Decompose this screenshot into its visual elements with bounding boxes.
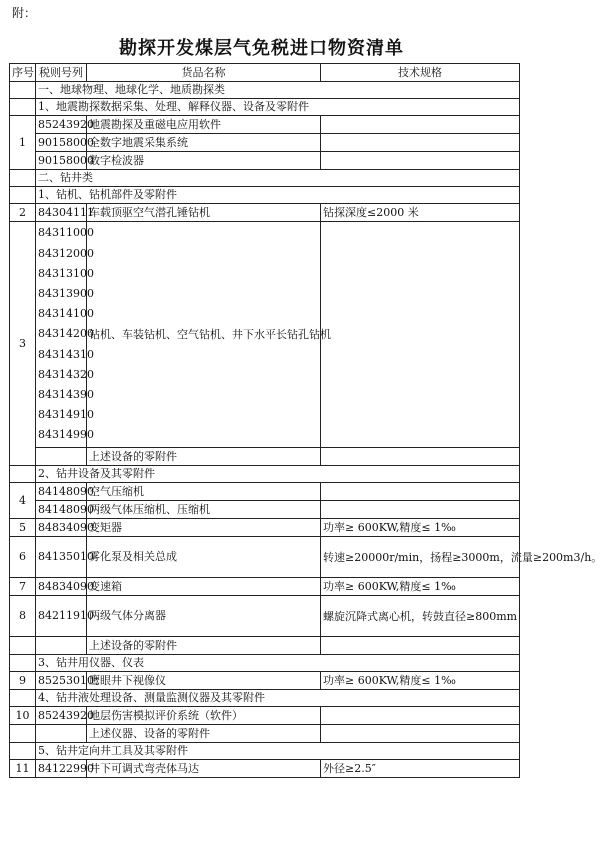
- item-name: 数字检波器: [87, 152, 321, 170]
- tariff-code-list: [36, 222, 94, 448]
- item-name: 钻机、车装钻机、空气钻机、井下水平长钻孔钻机: [87, 222, 321, 448]
- tariff-code: 84148090: [36, 483, 87, 501]
- tariff-code: 85243920: [36, 707, 87, 725]
- item-spec: 钻探深度≤2000 米: [321, 204, 520, 222]
- subsection-heading: 1、钻机、钻机部件及零附件: [36, 187, 520, 204]
- tariff-code: 84135010: [36, 537, 87, 578]
- tariff-code: 84312000: [38, 246, 94, 260]
- table-row: [10, 596, 520, 637]
- table-row: [10, 99, 520, 116]
- tariff-code: 84314100: [38, 307, 94, 321]
- row-number: 1: [10, 116, 36, 170]
- item-name: 地层伤害模拟评价系统（软件）: [87, 707, 321, 725]
- table-row: [10, 672, 520, 690]
- item-name: 鹰眼井下视像仪: [87, 672, 321, 690]
- row-number: 6: [10, 537, 36, 578]
- tariff-code: 84314910: [38, 408, 94, 422]
- tariff-code: 84314310: [38, 347, 94, 361]
- tariff-code: 85253010: [36, 672, 87, 690]
- table-row: [10, 134, 520, 152]
- item-name: 上述设备的零附件: [87, 637, 321, 655]
- header-tariff: 税则号列: [36, 64, 87, 82]
- subsection-heading: 3、钻井用仪器、仪表: [36, 655, 520, 672]
- tariff-code: 90158000: [36, 134, 87, 152]
- table-row: [10, 448, 520, 466]
- item-name: 变速箱: [87, 578, 321, 596]
- tariff-code: 84314390: [38, 388, 94, 401]
- header-no: 序号: [10, 64, 36, 82]
- item-name: 上述仪器、设备的零附件: [87, 725, 321, 743]
- table-row: [10, 655, 520, 672]
- tariff-code: 85243920: [36, 116, 87, 134]
- table-row: [10, 152, 520, 170]
- row-number: 11: [10, 760, 36, 778]
- section-heading: 二、钻井类: [36, 170, 520, 187]
- item-spec: 功率≥ 600KW,精度≤ 1‰: [321, 578, 520, 596]
- item-name: 雾化泵及相关总成: [87, 537, 321, 578]
- item-spec: 外径≥2.5″: [321, 760, 520, 778]
- table-row: [10, 637, 520, 655]
- item-spec: 功率≥ 600KW,精度≤ 1‰: [321, 519, 520, 537]
- item-name: 井下可调式弯壳体马达: [87, 760, 321, 778]
- subsection-heading: 4、钻井液处理设备、测量监测仪器及其零附件: [36, 690, 520, 707]
- tariff-code: 84311000: [38, 226, 94, 240]
- row-number: 2: [10, 204, 36, 222]
- item-name: 车载顶驱空气潜孔锤钻机: [87, 204, 321, 222]
- table-row: [10, 170, 520, 187]
- subsection-heading: 2、钻井设备及其零附件: [36, 466, 520, 483]
- tariff-code: 84314320: [38, 367, 94, 381]
- table-row: [10, 204, 520, 222]
- item-name: 两级气体分离器: [87, 596, 321, 637]
- table-row: [10, 743, 520, 760]
- tariff-code: 84122990: [36, 760, 87, 778]
- section-heading: 一、地球物理、地球化学、地质勘探类: [36, 82, 520, 99]
- table-row: [10, 466, 520, 483]
- tariff-code: 84313900: [38, 286, 94, 300]
- tariff-code: 84148090: [36, 501, 87, 519]
- item-name: 变矩器: [87, 519, 321, 537]
- item-name: 两级气体压缩机、压缩机: [87, 501, 321, 519]
- table-row: [10, 519, 520, 537]
- header-name: 货品名称: [87, 64, 321, 82]
- table-row: [10, 760, 520, 778]
- table-row: [10, 707, 520, 725]
- table-row: [10, 82, 520, 99]
- row-number: 8: [10, 596, 36, 637]
- table-row: [10, 725, 520, 743]
- table-row: [10, 222, 520, 448]
- tariff-code: 84834090: [36, 519, 87, 537]
- row-number: 10: [10, 707, 36, 725]
- item-spec: 转速≥20000r/min，扬程≥3000m，流量≥200m3/h。: [321, 537, 520, 578]
- subsection-heading: 1、地震勘探数据采集、处理、解释仪器、设备及零附件: [36, 99, 520, 116]
- table-header: [10, 64, 520, 82]
- tariff-code: 90158000: [36, 152, 87, 170]
- item-spec: 螺旋沉降式离心机，转鼓直径≥800mm: [321, 596, 520, 637]
- tariff-code: 84304111: [36, 204, 87, 222]
- tariff-code: 84314200: [38, 327, 94, 341]
- table-row: [10, 690, 520, 707]
- row-number: 7: [10, 578, 36, 596]
- header-spec: 技术规格: [321, 64, 520, 82]
- attachment-prefix: 附：: [12, 6, 37, 20]
- tariff-code: 84834090: [36, 578, 87, 596]
- table-row: [10, 501, 520, 519]
- row-number: 4: [10, 483, 36, 519]
- item-name: 地震勘探及重磁电应用软件: [87, 116, 321, 134]
- subsection-heading: 5、钻井定向井工具及其零附件: [36, 743, 520, 760]
- item-spec: 功率≥ 600KW,精度≤ 1‰: [321, 672, 520, 690]
- tariff-code: 84313100: [38, 266, 94, 280]
- item-name: 上述设备的零附件: [87, 448, 321, 466]
- row-number: 3: [10, 222, 36, 466]
- table-row: [10, 483, 520, 501]
- tariff-code: 84211910: [36, 596, 87, 637]
- row-number: 9: [10, 672, 36, 690]
- table-row: [10, 537, 520, 578]
- row-number: 5: [10, 519, 36, 537]
- table-row: [10, 116, 520, 134]
- item-name: 空气压缩机: [87, 483, 321, 501]
- page-title: 勘探开发煤层气免税进口物资清单: [119, 38, 404, 59]
- table-row: [10, 187, 520, 204]
- item-name: 全数字地震采集系统: [87, 134, 321, 152]
- table-row: [10, 578, 520, 596]
- tariff-code: 84314990: [38, 428, 94, 442]
- import-list-table: [9, 63, 602, 778]
